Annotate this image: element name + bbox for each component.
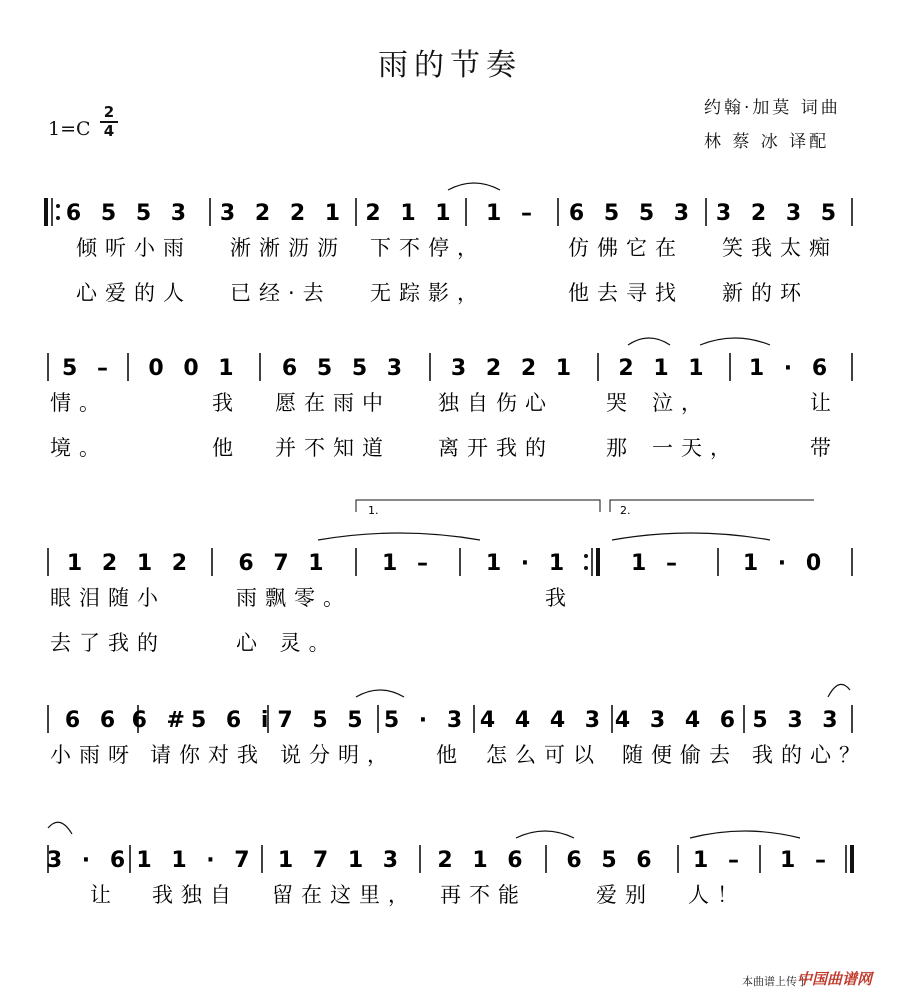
measure-notes: 3 2 2 1	[219, 201, 347, 226]
lyric-text: 新的环	[722, 281, 809, 305]
lyric-text: 下不停，	[370, 236, 486, 260]
measure-notes: 3 · 6	[46, 848, 132, 873]
measure-notes: 6 5 5 3	[281, 356, 409, 381]
measure-notes: 1 1 · 7	[136, 848, 256, 873]
slur	[516, 831, 574, 838]
measure-notes: 5 3 3	[752, 708, 844, 733]
repeat-start-thick	[44, 198, 48, 226]
measure-notes: 2 1 6	[437, 848, 529, 873]
lyric-text: 眼泪随小	[50, 586, 166, 610]
volta-label-1: 1.	[368, 504, 379, 517]
lyric-text: 那	[606, 436, 635, 460]
measure-notes: 7 5 5	[277, 708, 369, 733]
site-logo: 中国曲谱网	[796, 970, 872, 988]
volta-label-2: 2.	[620, 504, 631, 517]
repeat-dot	[56, 204, 60, 208]
lyric-text: 境。	[50, 436, 108, 460]
lyric-text: 带	[810, 436, 839, 460]
time-signature-bottom: 4	[103, 122, 115, 140]
measure-notes: 2 1 1	[365, 201, 457, 226]
lyric-text: 人！	[688, 883, 746, 907]
lyric-text: 请你对我	[150, 743, 266, 767]
slur	[690, 831, 800, 838]
arranger-credit: 林 蔡 冰 译配	[704, 132, 830, 152]
slur	[700, 338, 770, 345]
measure-notes: 6 5 5 3	[568, 201, 696, 226]
measure-notes: 1 –	[382, 551, 434, 576]
slur	[448, 183, 500, 190]
volta-bracket-2	[610, 500, 814, 512]
lyric-text: 独自伤心	[438, 391, 554, 415]
measure-notes: 3 2 3 5	[715, 201, 843, 226]
slur	[48, 822, 72, 834]
measure-notes: 6 7 1	[238, 551, 330, 576]
lyric-text: 我	[545, 586, 574, 610]
lyric-text: 笑我太痴	[722, 236, 838, 260]
measure-notes: 5 · 3	[383, 708, 469, 733]
lyric-text: 我	[212, 391, 241, 415]
lyric-text: 去了我的	[50, 631, 166, 655]
lyric-text: 并不知道	[275, 436, 391, 460]
lyric-text: 让	[90, 883, 119, 907]
lyric-text: 小雨呀	[50, 743, 137, 767]
lyric-text: 无踪影，	[370, 281, 486, 305]
volta-bracket-1	[356, 500, 600, 512]
lyric-text: 愿在雨中	[275, 391, 391, 415]
lyric-text: 再不能	[440, 883, 527, 907]
measure-notes: 4 3 4 6	[614, 708, 742, 733]
lyric-text: 心爱的人	[76, 281, 192, 305]
final-barline-thick	[850, 845, 854, 873]
measure-notes: 1 · 1	[485, 551, 571, 576]
repeat-dot	[584, 566, 588, 570]
measure-notes: 1 –	[780, 848, 832, 873]
lyric-text: 离开我的	[438, 436, 554, 460]
key-signature: 1=C	[48, 118, 91, 140]
lyric-text: 哭	[606, 391, 635, 415]
measure-notes: 1 –	[486, 201, 538, 226]
measure-notes: 0 0 1	[148, 356, 240, 381]
slur	[828, 684, 850, 697]
measure-notes: 3 2 2 1	[450, 356, 578, 381]
measure-notes: 6 5 6	[566, 848, 658, 873]
lyric-text: 泣，	[652, 391, 710, 415]
measure-notes: 1 · 6	[748, 356, 834, 381]
lyric-text: 雨飘零。	[236, 586, 352, 610]
measure-notes: 1 7 1 3	[277, 848, 405, 873]
lyric-text: 他	[212, 436, 241, 460]
lyric-text: 一天，	[652, 436, 739, 460]
lyric-text: 心 灵。	[236, 631, 338, 655]
measure-notes: 2 1 1	[618, 356, 710, 381]
slur	[628, 338, 670, 345]
lyric-text: 我的心？	[752, 743, 868, 767]
lyric-text: 他	[436, 743, 465, 767]
lyric-text: 我独自	[152, 883, 239, 907]
measure-notes: 1 · 0	[742, 551, 828, 576]
measure-notes: 6 5 5 3	[65, 201, 193, 226]
lyric-text: 情。	[50, 391, 108, 415]
lyric-text: 怎么可以	[486, 743, 602, 767]
measure-notes: 1 –	[631, 551, 683, 576]
repeat-dot	[584, 554, 588, 558]
lyric-text: 倾听小雨	[76, 236, 192, 260]
lyric-text: 说分明，	[280, 743, 396, 767]
page-title: 雨的节奏	[378, 48, 522, 83]
time-signature-top: 2	[100, 104, 118, 123]
repeat-dot	[56, 216, 60, 220]
measure-notes: 1 –	[693, 848, 745, 873]
lyric-text: 仿佛它在	[568, 236, 684, 260]
measure-notes: 6 #5 6 i	[131, 708, 275, 733]
lyric-text: 他去寻找	[568, 281, 684, 305]
lyric-text: 随便偷去	[622, 743, 738, 767]
repeat-end-thick	[596, 548, 600, 576]
lyric-text: 留在这里，	[272, 883, 417, 907]
composer-credit: 约翰·加莫 词曲	[704, 98, 841, 118]
slur	[356, 690, 404, 697]
measure-notes: 1 2 1 2	[66, 551, 194, 576]
measure-notes: 6 6	[64, 708, 122, 733]
slur	[318, 533, 480, 540]
measure-notes: 4 4 4 3	[479, 708, 607, 733]
footer-text: 本曲谱上传于	[742, 975, 808, 988]
lyric-text: 爱别	[596, 883, 654, 907]
slur	[612, 533, 770, 540]
lyric-text: 已经·去	[230, 281, 332, 305]
measure-notes: 5 –	[62, 356, 114, 381]
lyric-text: 让	[810, 391, 839, 415]
lyric-text: 淅淅沥沥	[230, 236, 346, 260]
